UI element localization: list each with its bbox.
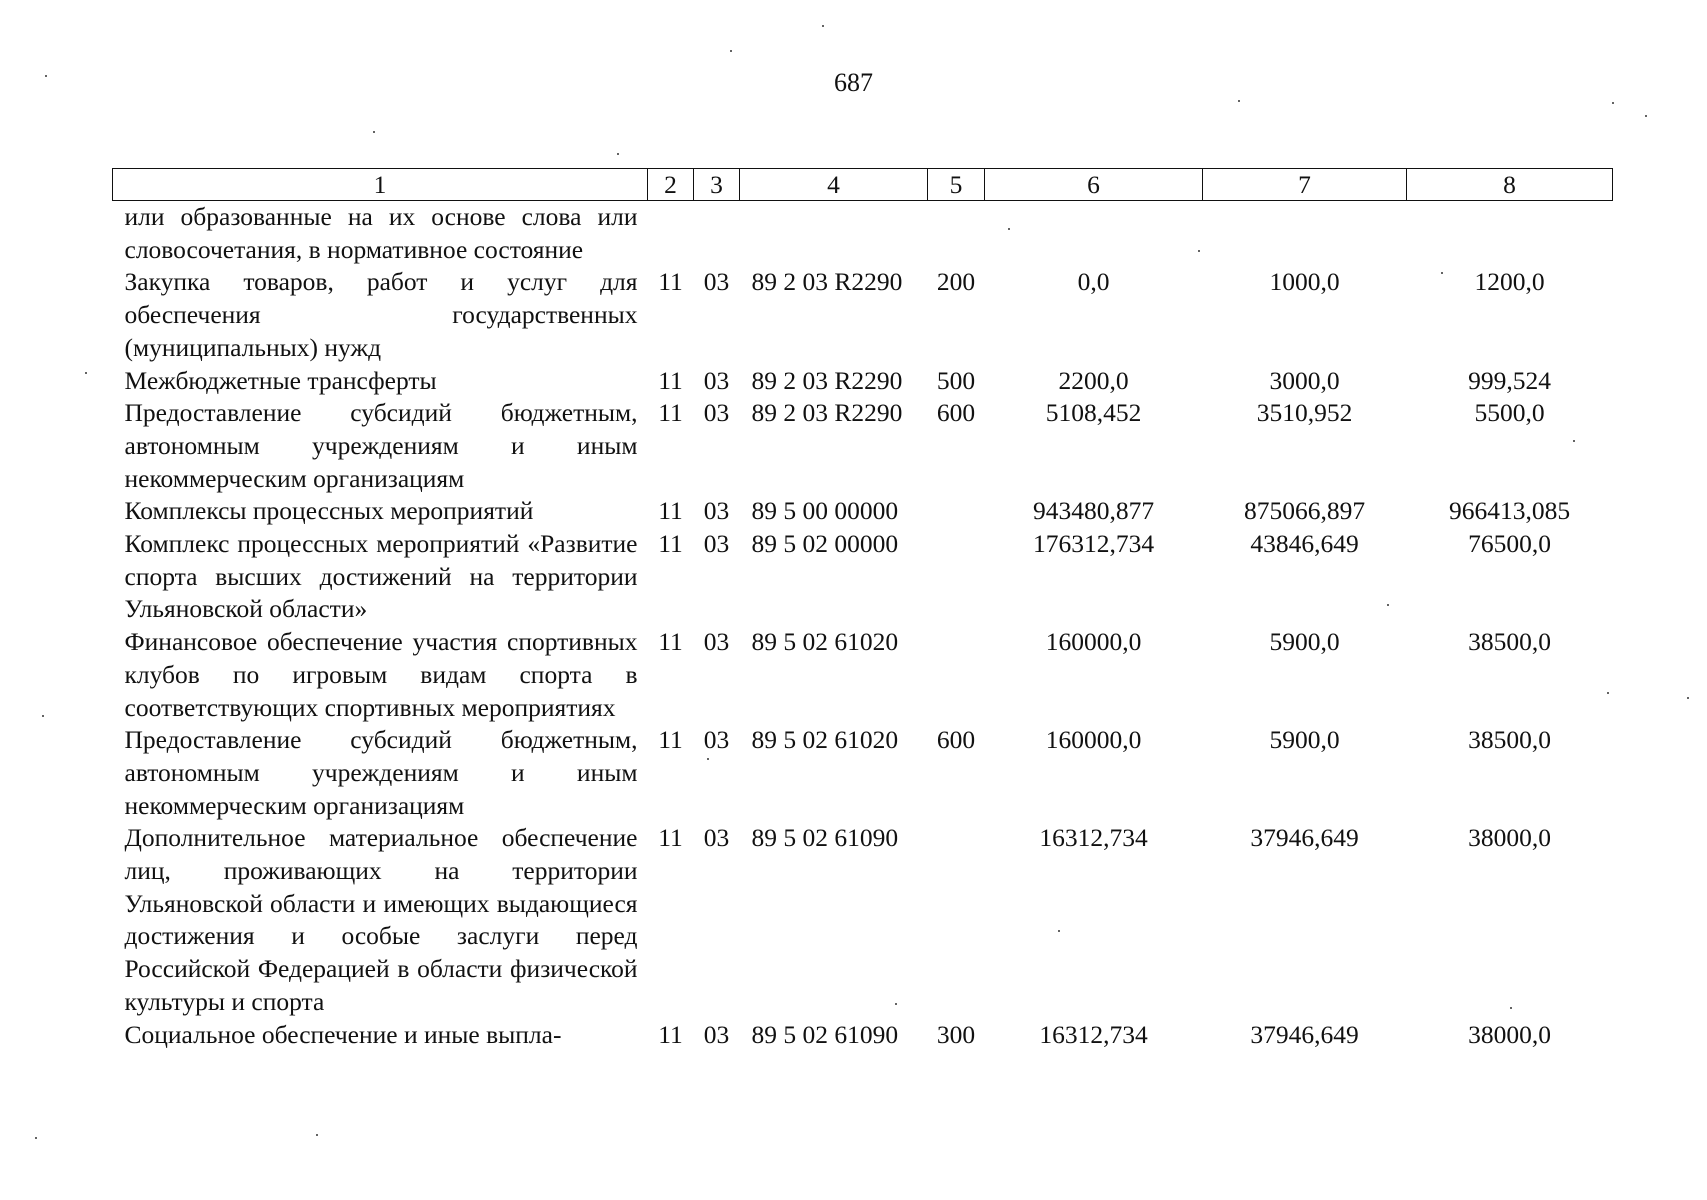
row-amount-col6-cell: 16312,734 bbox=[1039, 823, 1148, 853]
row-amount-col6-cell: 943480,877 bbox=[1032, 496, 1155, 526]
row-subsection-cell: 03 bbox=[703, 365, 730, 395]
row-amount-col8-cell: 966413,085 bbox=[1448, 496, 1571, 526]
row-amount-col8-cell: 5500,0 bbox=[1474, 398, 1545, 428]
row-amount-col7-cell: 5900,0 bbox=[1269, 627, 1340, 657]
row-subsection-cell: 03 bbox=[703, 496, 730, 526]
row-amount-col7-cell: 1000,0 bbox=[1269, 267, 1340, 297]
row-subsection-cell: 03 bbox=[703, 267, 730, 297]
row-amount-col7-cell: 37946,649 bbox=[1250, 823, 1359, 853]
scan-speck bbox=[1645, 115, 1647, 117]
table-row bbox=[113, 266, 1613, 364]
table-row bbox=[113, 365, 1613, 398]
row-subsection-cell: 03 bbox=[703, 529, 730, 559]
scan-speck bbox=[1510, 1007, 1512, 1009]
scan-speck bbox=[730, 50, 732, 52]
row-subsection-cell: 03 bbox=[703, 725, 730, 755]
row-amount-col7-cell: 875066,897 bbox=[1243, 496, 1366, 526]
row-expense-type-cell: 500 bbox=[936, 365, 976, 395]
scan-speck bbox=[35, 1137, 37, 1139]
row-amount-col7-cell: 43846,649 bbox=[1250, 529, 1359, 559]
scan-speck bbox=[1198, 250, 1200, 252]
row-name-cell: Предоставление субсидий бюджетным, автономным учреждениям и иным некоммерческим организациям bbox=[124, 398, 638, 493]
row-section-cell: 11 bbox=[658, 398, 683, 428]
row-section-cell: 11 bbox=[658, 627, 683, 657]
table-row bbox=[113, 822, 1613, 1018]
row-expense-type-cell: 600 bbox=[936, 725, 976, 755]
row-subsection-cell: 03 bbox=[703, 1019, 730, 1049]
row-amount-col7-cell: 37946,649 bbox=[1250, 1019, 1359, 1049]
row-target-code-cell: 89 5 02 61020 bbox=[751, 725, 899, 755]
row-amount-col8-cell bbox=[1407, 201, 1613, 267]
scan-speck bbox=[42, 715, 44, 717]
row-name-cell: Закупка товаров, работ и услуг для обеспечения государственных (муниципальных) нужд bbox=[124, 267, 638, 362]
row-name-cell: Социальное обеспечение и иные выпла- bbox=[124, 1019, 562, 1049]
row-name-cell: Финансовое обеспечение участия спортивных клубов по игровым видам спорта в соответствующих спортивных мероприятиях bbox=[124, 627, 638, 722]
scan-speck bbox=[373, 131, 375, 133]
scan-speck bbox=[85, 372, 87, 374]
row-name-cell: Комплекс процессных мероприятий «Развитие спорта высших достижений на территории Ульяновской области» bbox=[124, 529, 638, 624]
row-amount-col6-cell: 160000,0 bbox=[1045, 725, 1142, 755]
row-amount-col8-cell: 999,524 bbox=[1468, 365, 1551, 395]
column-header-1: 1 bbox=[113, 169, 648, 201]
scan-speck bbox=[1573, 440, 1575, 442]
row-section-cell: 11 bbox=[658, 267, 683, 297]
row-amount-col6-cell: 0,0 bbox=[1077, 267, 1110, 297]
row-amount-col6-cell: 176312,734 bbox=[1032, 529, 1155, 559]
row-amount-col7-cell: 3000,0 bbox=[1269, 365, 1340, 395]
table-body bbox=[113, 201, 1613, 1052]
row-target-code-cell: 89 5 02 61090 bbox=[751, 823, 899, 853]
row-target-code-cell: 89 5 02 61090 bbox=[751, 1019, 899, 1049]
row-expense-type-cell bbox=[928, 626, 985, 724]
table-row bbox=[113, 626, 1613, 724]
column-header-8: 8 bbox=[1407, 169, 1613, 201]
row-amount-col6-cell: 16312,734 bbox=[1039, 1019, 1148, 1049]
budget-table bbox=[112, 168, 1613, 1051]
row-section-cell: 11 bbox=[658, 496, 683, 526]
row-name-cell: или образованные на их основе слова или словосочетания, в нормативное состояние bbox=[124, 202, 638, 264]
row-expense-type-cell: 600 bbox=[936, 398, 976, 428]
scan-speck bbox=[1008, 228, 1010, 230]
column-header-4: 4 bbox=[740, 169, 928, 201]
row-section-cell: 11 bbox=[658, 1019, 683, 1049]
table-row bbox=[113, 528, 1613, 626]
scan-speck bbox=[1441, 272, 1443, 274]
scan-speck bbox=[316, 1134, 318, 1136]
row-target-code-cell: 89 5 02 00000 bbox=[751, 529, 899, 559]
row-amount-col6-cell: 160000,0 bbox=[1045, 627, 1142, 657]
row-target-code-cell: 89 2 03 R2290 bbox=[751, 365, 903, 395]
row-amount-col6-cell: 2200,0 bbox=[1058, 365, 1129, 395]
header-row bbox=[113, 169, 1613, 201]
scan-speck bbox=[895, 1003, 897, 1005]
row-target-code-cell: 89 5 02 61020 bbox=[751, 627, 899, 657]
scan-speck bbox=[1687, 697, 1689, 699]
row-section-cell: 11 bbox=[658, 823, 683, 853]
row-name-cell: Межбюджетные трансферты bbox=[124, 365, 437, 395]
table-row bbox=[113, 201, 1613, 267]
scan-speck bbox=[617, 153, 619, 155]
column-header-7: 7 bbox=[1203, 169, 1407, 201]
row-section-cell bbox=[648, 201, 694, 267]
row-name-cell: Комплексы процессных мероприятий bbox=[124, 496, 534, 526]
row-section-cell: 11 bbox=[658, 365, 683, 395]
table-row bbox=[113, 724, 1613, 822]
row-subsection-cell: 03 bbox=[703, 823, 730, 853]
column-header-3: 3 bbox=[694, 169, 740, 201]
scan-speck bbox=[1238, 100, 1240, 102]
row-expense-type-cell bbox=[928, 201, 985, 267]
row-expense-type-cell bbox=[928, 528, 985, 626]
table-row bbox=[113, 1019, 1613, 1052]
scan-speck bbox=[1612, 102, 1614, 104]
row-target-code-cell bbox=[740, 201, 928, 267]
row-amount-col6-cell bbox=[985, 201, 1203, 267]
row-amount-col8-cell: 76500,0 bbox=[1468, 529, 1551, 559]
row-target-code-cell: 89 2 03 R2290 bbox=[751, 398, 903, 428]
scan-speck bbox=[707, 758, 709, 760]
column-header-5: 5 bbox=[928, 169, 985, 201]
row-name-cell: Дополнительное материальное обеспечение лиц, проживающих на территории Ульяновской области и имеющих выдающиеся достижения и особые заслуги перед Российской Федерацией в области физической культуры и спорта bbox=[124, 823, 638, 1016]
row-expense-type-cell: 300 bbox=[936, 1019, 976, 1049]
row-amount-col6-cell: 5108,452 bbox=[1045, 398, 1142, 428]
table-row bbox=[113, 397, 1613, 495]
row-amount-col8-cell: 38000,0 bbox=[1468, 1019, 1551, 1049]
column-header-6: 6 bbox=[985, 169, 1203, 201]
scan-speck bbox=[1387, 604, 1389, 606]
row-amount-col8-cell: 38000,0 bbox=[1468, 823, 1551, 853]
scan-speck bbox=[1607, 692, 1609, 694]
row-amount-col7-cell bbox=[1203, 201, 1407, 267]
row-section-cell: 11 bbox=[658, 725, 683, 755]
row-subsection-cell bbox=[694, 201, 740, 267]
scan-speck bbox=[822, 25, 824, 27]
column-header-2: 2 bbox=[648, 169, 694, 201]
row-target-code-cell: 89 5 00 00000 bbox=[751, 496, 899, 526]
scan-speck bbox=[1058, 930, 1060, 932]
page-number: 687 bbox=[834, 68, 873, 97]
row-amount-col8-cell: 1200,0 bbox=[1474, 267, 1545, 297]
row-amount-col7-cell: 3510,952 bbox=[1256, 398, 1353, 428]
row-expense-type-cell: 200 bbox=[936, 267, 976, 297]
row-expense-type-cell bbox=[928, 822, 985, 1018]
table-row bbox=[113, 495, 1613, 528]
row-amount-col8-cell: 38500,0 bbox=[1468, 627, 1551, 657]
scan-speck bbox=[45, 75, 47, 77]
row-section-cell: 11 bbox=[658, 529, 683, 559]
row-amount-col8-cell: 38500,0 bbox=[1468, 725, 1551, 755]
row-subsection-cell: 03 bbox=[703, 398, 730, 428]
row-amount-col7-cell: 5900,0 bbox=[1269, 725, 1340, 755]
row-name-cell: Предоставление субсидий бюджетным, автономным учреждениям и иным некоммерческим организациям bbox=[124, 725, 638, 820]
row-target-code-cell: 89 2 03 R2290 bbox=[751, 267, 903, 297]
row-expense-type-cell bbox=[928, 495, 985, 528]
row-subsection-cell: 03 bbox=[703, 627, 730, 657]
